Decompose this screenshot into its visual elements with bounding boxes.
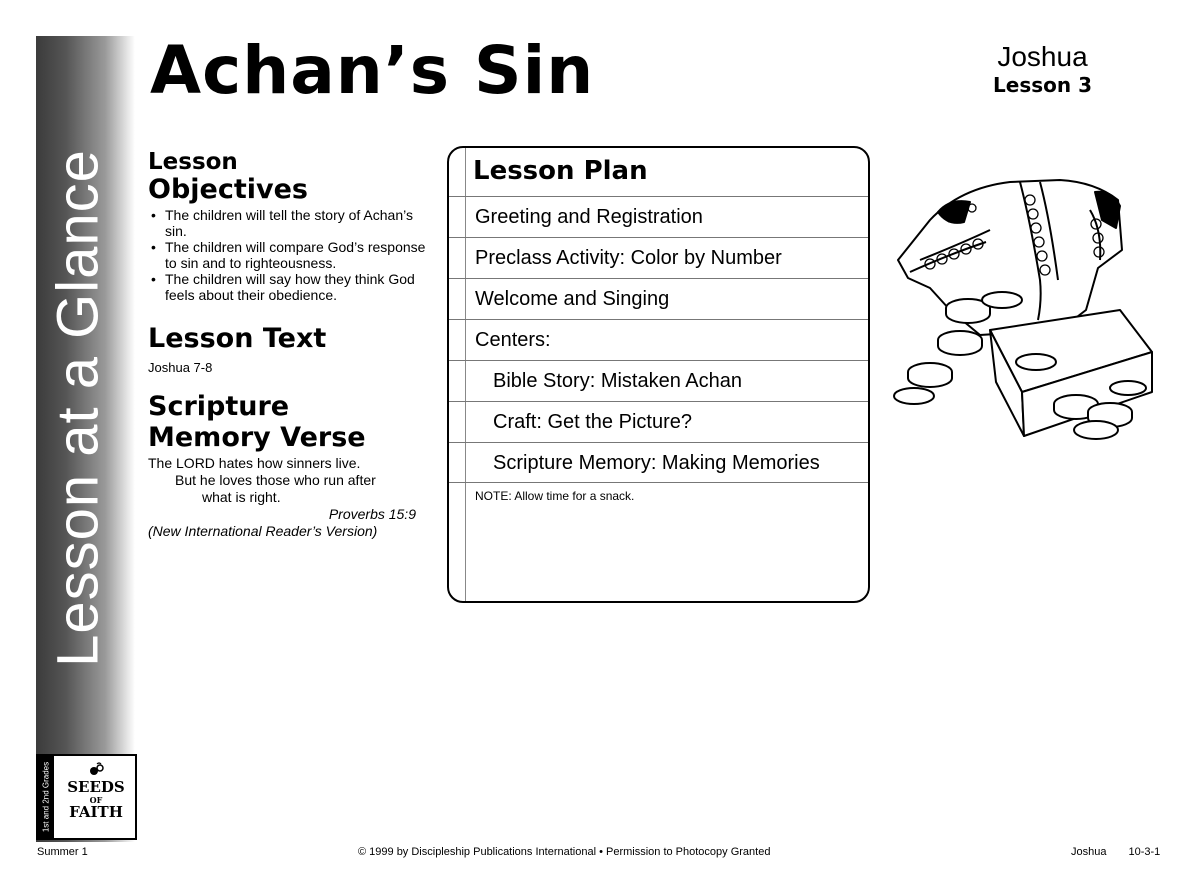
memory-verse-heading-line2: Memory Verse bbox=[148, 422, 366, 453]
footer-copyright: © 1999 by Discipleship Publications International • Permission to Photocopy Granted bbox=[358, 846, 771, 858]
plan-subitem: Craft: Get the Picture? bbox=[449, 401, 868, 442]
book-name: Joshua bbox=[997, 41, 1088, 72]
plan-subitem: Scripture Memory: Making Memories bbox=[449, 442, 868, 483]
plan-item: Welcome and Singing bbox=[449, 278, 868, 319]
plan-item: Preclass Activity: Color by Number bbox=[449, 237, 868, 278]
plan-note: NOTE: Allow time for a snack. bbox=[475, 489, 635, 503]
footer-season: Summer 1 bbox=[37, 846, 88, 858]
objectives-heading-line2: Objectives bbox=[148, 174, 308, 205]
lesson-text-heading: Lesson Text bbox=[148, 323, 327, 354]
verse-line-2: But he loves those who run after bbox=[175, 472, 376, 488]
memory-verse-heading-line1: Scripture bbox=[148, 391, 290, 422]
verse-line-3: what is right. bbox=[202, 489, 281, 505]
lesson-plan-box bbox=[447, 146, 870, 603]
objective-item: • The children will tell the story of Achan’s sin. bbox=[148, 207, 438, 239]
objectives-list bbox=[148, 207, 438, 303]
left-column bbox=[148, 150, 438, 540]
objective-item: • The children will say how they think God feels about their obedience. bbox=[148, 271, 438, 303]
logo-wordmark bbox=[60, 780, 132, 820]
lesson-plan-list bbox=[449, 196, 868, 483]
objective-item: • The children will compare God’s response to sin and to righteousness. bbox=[148, 239, 438, 271]
plan-item: Centers: bbox=[449, 319, 868, 360]
logo-line-of: OF bbox=[89, 795, 103, 805]
seed-icon bbox=[88, 762, 106, 778]
seeds-of-faith-logo bbox=[36, 754, 137, 840]
plan-item: Greeting and Registration bbox=[449, 196, 868, 237]
grade-strip bbox=[38, 756, 54, 838]
sidebar-title: Lesson at a Glance bbox=[45, 149, 111, 667]
verse-line-1: The LORD hates how sinners live. bbox=[148, 455, 361, 471]
footer-page-ref bbox=[1071, 846, 1160, 858]
lesson-number: Lesson 3 bbox=[993, 72, 1092, 97]
logo-line-seeds: SEEDS bbox=[67, 778, 125, 796]
objectives-heading-line1: Lesson bbox=[148, 149, 238, 175]
book-lesson-label bbox=[993, 42, 1092, 97]
grade-label: 1st and 2nd Grades bbox=[41, 761, 51, 833]
verse-version: (New International Reader’s Version) bbox=[148, 523, 378, 539]
objectives-heading bbox=[148, 150, 438, 205]
lesson-text-value: Joshua 7-8 bbox=[148, 360, 213, 375]
memory-verse-text bbox=[148, 455, 438, 540]
footer-page-number: 10-3-1 bbox=[1128, 846, 1161, 858]
memory-verse-heading bbox=[148, 391, 438, 453]
plan-subitem: Bible Story: Mistaken Achan bbox=[449, 360, 868, 401]
lesson-plan-heading: Lesson Plan bbox=[473, 156, 648, 186]
robe-and-coins-illustration bbox=[890, 160, 1162, 450]
page-title: Achan’s Sin bbox=[150, 32, 595, 109]
footer-book: Joshua bbox=[1071, 846, 1107, 858]
verse-reference: Proverbs 15:9 bbox=[328, 506, 416, 522]
logo-line-faith: FAITH bbox=[69, 803, 123, 821]
